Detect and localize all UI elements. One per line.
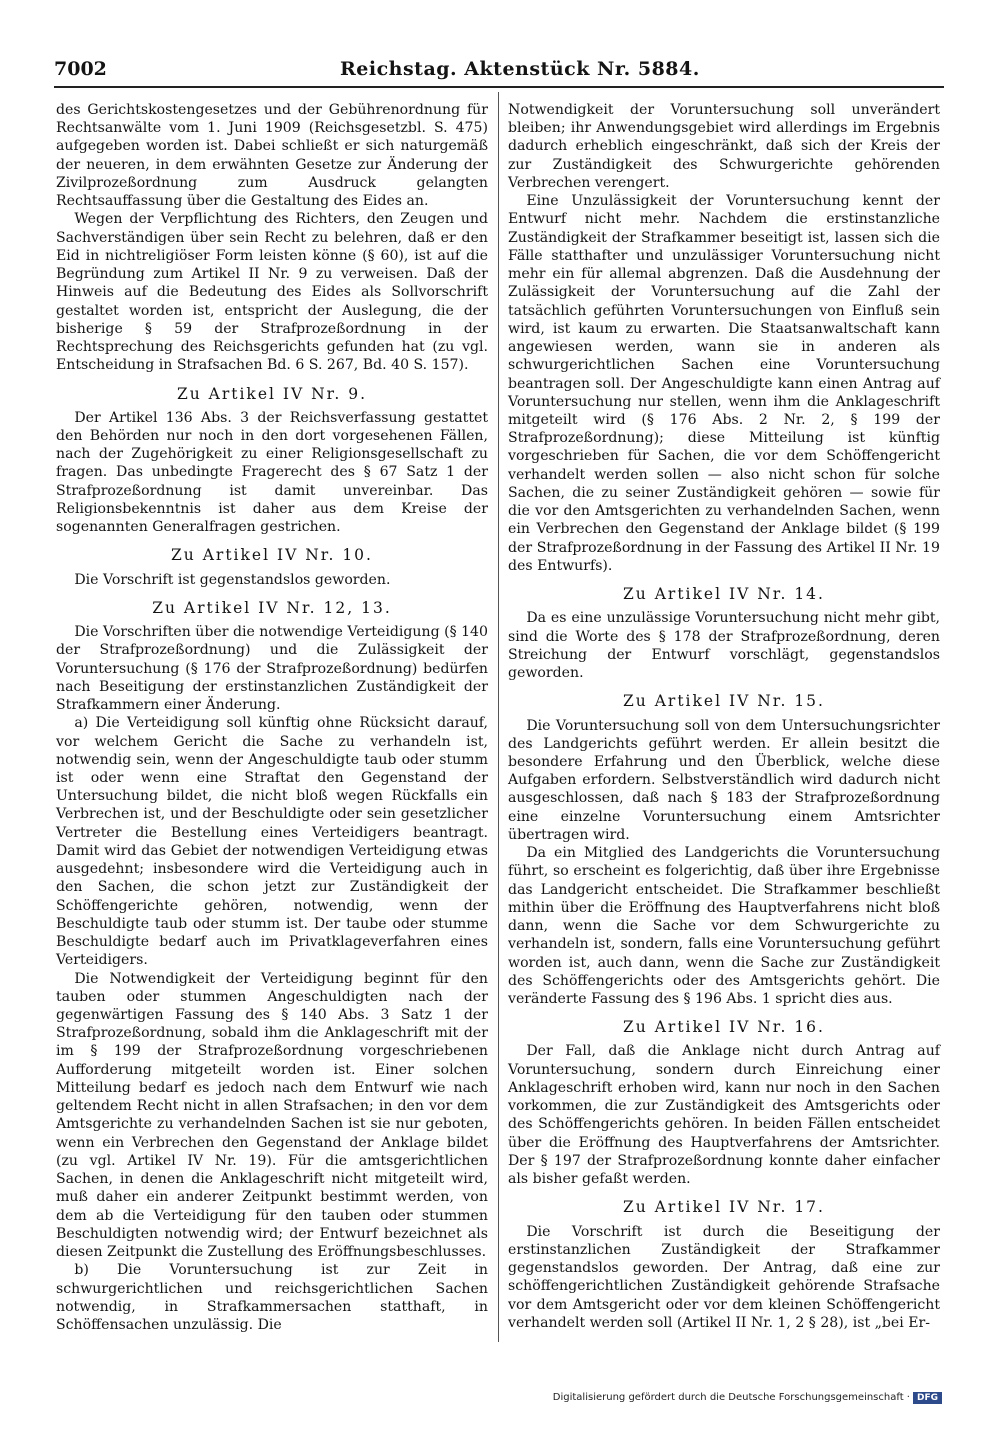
- digitization-credit: [553, 1392, 942, 1404]
- paragraph: Die Voruntersuchung soll von dem Untersuchungsrichter des Landgerichts geführt werden. Er allein besitzt die besondere Erfahrung und den Überblick, welche diese Aufgaben erfordern. Selbstverständlich wird dadurch nicht ausgeschlossen, daß nach § 183 der Strafprozeßordnung eine einzelne Voruntersuchung einem Amtsrichter übertragen wird.: [508, 717, 940, 843]
- paragraph: a) Die Verteidigung soll künftig ohne Rücksicht darauf, vor welchem Gericht die Sache zu verhandeln ist, notwendig sein, wenn der Angeschuldigte taub oder stumm ist oder wenn eine Straftat den Gegenstand der Untersuchung bildet, die nicht bloß wegen Rückfalls ein Verbrechen ist, und der Beschuldigte oder sein gesetzlicher Vertreter die Bestellung eines Verteidigers beantragt. Damit wird das Gebiet der notwendigen Verteidigung etwas ausgedehnt; insbesondere wird die Verteidigung auch in den Sachen, die schon jetzt zur Zuständigkeit der Schöffengerichte gehören, notwendig, wenn der Beschuldigte taub oder stumm ist. Der taube oder stumme Beschuldigte bedarf auch im Privatklageverfahren eines Verteidigers.: [56, 715, 488, 969]
- section-heading: Zu Artikel IV Nr. 17.: [623, 1198, 825, 1217]
- section-heading: Zu Artikel IV Nr. 14.: [623, 585, 825, 604]
- paragraph: Der Artikel 136 Abs. 3 der Reichsverfassung gestattet den Behörden nur noch in den dort vorgesehenen Fällen, nach der Zugehörigkeit zu einer Religionsgesellschaft zu fragen. Das unbedingte Fragerecht des § 67 Satz 1 der Strafprozeßordnung ist damit unvereinbar. Das Religionsbekenntnis ist daher aus dem Kreise der sogenannten Generalfragen gestrichen.: [56, 409, 488, 536]
- running-header-title: Reichstag. Aktenstück Nr. 5884.: [340, 58, 700, 80]
- left-column: [56, 101, 488, 1334]
- paragraph: Die Notwendigkeit der Verteidigung beginnt für den tauben oder stummen Angeschuldigten nach der gegenwärtigen Fassung des § 140 Abs. 3 Satz 1 der Strafprozeßordnung, sobald ihm die Anklageschrift mit der im § 199 der Strafprozeßordnung vorgeschriebenen Aufforderung mitgeteilt worden ist. Einer solchen Mitteilung bedarf es jedoch nach dem Entwurf wie nach geltendem Recht nicht in allen Strafsachen; in den vor dem Amtsgerichte zu verhandelnden Sachen ist sie nur geboten, wenn ein Verbrechen den Gegenstand der Anklage bildet (zu vgl. Artikel IV Nr. 19). Für die amtsgerichtlichen Sachen, in denen die Anklageschrift nicht mitgeteilt wird, muß daher ein anderer Zeitpunkt bestimmt werden, von dem ab die Verteidigung für den tauben oder stummen Beschuldigten notwendig wird; der Entwurf bezeichnet als diesen Zeitpunkt die Zustellung des Eröffnungsbeschlusses.: [56, 970, 488, 1261]
- right-column: [508, 101, 940, 1332]
- paragraph: Der Fall, daß die Anklage nicht durch Antrag auf Voruntersuchung, sondern durch Einreichung einer Anklageschrift erhoben wird, kann nur noch in den Sachen vorkommen, die zur Zuständigkeit des Amtsgerichts oder des Schöffengerichts gehören. In beiden Fällen entscheidet über die Eröffnung des Hauptverfahrens der Amtsrichter. Der § 197 der Strafprozeßordnung konnte daher einfacher als bisher gefaßt werden.: [508, 1043, 940, 1188]
- section-heading: Zu Artikel IV Nr. 12, 13.: [152, 598, 392, 617]
- paragraph: Da es eine unzulässige Voruntersuchung nicht mehr gibt, sind die Worte des § 178 der Strafprozeßordnung, deren Streichung der Entwurf vorschlägt, gegenstandslos geworden.: [508, 610, 940, 682]
- credit-text: Digitalisierung gefördert durch die Deutsche Forschungsgemeinschaft ·: [552, 1392, 910, 1403]
- paragraph: Die Vorschrift ist durch die Beseitigung der erstinstanzlichen Zuständigkeit der Strafkammer gegenstandslos geworden. Der Antrag, daß eine zur schöffengerichtlichen Zuständigkeit gehörende Strafsache vor dem Amtsgericht oder vor dem kleinen Schöffengericht verhandelt werden soll (Artikel II Nr. 1, 2 § 28), ist „bei Er-: [508, 1223, 940, 1331]
- paragraph: b) Die Voruntersuchung ist zur Zeit in schwurgerichtlichen und reichsgerichtlichen Sachen notwendig, in Strafkammersachen statthaft, in Schöffensachen unzulässig. Die: [56, 1262, 488, 1333]
- paragraph: Notwendigkeit der Voruntersuchung soll unverändert bleiben; ihr Anwendungsgebiet wird allerdings im Ergebnis dadurch erheblich eingeschränkt, daß sich der Kreis der zur Zuständigkeit des Schwurgerichte gehörenden Verbrechen verengert.: [508, 102, 940, 191]
- paragraph: Die Vorschrift ist gegenstandslos geworden.: [74, 571, 391, 588]
- paragraph: Da ein Mitglied des Landgerichts die Voruntersuchung führt, so erscheint es folgerichtig, daß über ihre Ergebnisse das Landgericht entscheidet. Die Strafkammer beschließt mithin über die Eröffnung des Hauptverfahrens nicht bloß dann, wenn die Sache vor dem Schwurgerichte zu verhandeln ist, sondern, falls eine Voruntersuchung geführt worden ist, auch dann, wenn die Sache zur Zuständigkeit des Schöffengerichts oder des Amtsgerichts gehört. Die veränderte Fassung des § 196 Abs. 1 spricht dies aus.: [508, 845, 940, 1008]
- paragraph: Die Vorschriften über die notwendige Verteidigung (§ 140 der Strafprozeßordnung) und die Zulässigkeit der Voruntersuchung (§ 176 der Strafprozeßordnung) bedürfen nach Beseitigung der erstinstanzlichen Zuständigkeit der Strafkammern einer Änderung.: [56, 624, 488, 714]
- section-heading: Zu Artikel IV Nr. 15.: [623, 692, 825, 711]
- paragraph: Wegen der Verpflichtung des Richters, den Zeugen und Sachverständigen über sein Recht zu belehren, daß er den Eid in nichtreligiöser Form leisten könne (§ 60), ist auf die Begründung zum Artikel II Nr. 9 zu verweisen. Daß der Hinweis auf die Bedeutung des Eides als Sollvorschrift gestaltet worden ist, entspricht der Auslegung, die der bisherige § 59 der Strafprozeßordnung in der Rechtsprechung des Reichsgerichts gefunden hat (zu vgl. Entscheidung in Strafsachen Bd. 6 S. 267, Bd. 40 S. 157).: [56, 211, 488, 374]
- section-heading: Zu Artikel IV Nr. 16.: [623, 1018, 825, 1037]
- page-number: 7002: [54, 58, 107, 80]
- section-heading: Zu Artikel IV Nr. 10.: [171, 546, 373, 565]
- dfg-logo: DFG: [913, 1392, 942, 1404]
- paragraph: des Gerichtskostengesetzes und der Gebührenordnung für Rechtsanwälte vom 1. Juni 1909 (Reichsgesetzbl. S. 475) aufgegeben worden ist. Dabei schließt er sich naturgemäß der neueren, in dem erwähnten Gesetze zur Änderung der Zivilprozeßordnung zum Ausdruck gelangten Rechtsauffassung über die Gestaltung des Eides an.: [56, 102, 488, 210]
- header-rule: [54, 86, 944, 88]
- paragraph: Eine Unzulässigkeit der Voruntersuchung kennt der Entwurf nicht mehr. Nachdem die erstinstanzliche Zuständigkeit der Strafkammer beseitigt ist, lassen sich die Fälle statthafter und unzulässiger Voruntersuchung nicht mehr ein für allemal abgrenzen. Daß die Ausdehnung der Zulässigkeit der Voruntersuchung auf die Zahl der tatsächlich geführten Voruntersuchungen von Einfluß sein wird, ist kaum zu erwarten. Die Staatsanwaltschaft kann angewiesen werden, wann sie in anderen als schwurgerichtlichen Sachen eine Voruntersuchung beantragen soll. Der Angeschuldigte kann einen Antrag auf Voruntersuchung nur stellen, wenn ihm die Anklageschrift mitgeteilt wird (§ 176 Abs. 2 Nr. 2, § 199 der Strafprozeßordnung); diese Mitteilung ist künftig vorgeschrieben für Sachen, die vor dem Schöffengericht verhandelt werden sollen — also nicht schon für solche Sachen, die zu seiner Zuständigkeit gehören — sowie für die vor den Amtsgerichten zu verhandelnden Sachen, wenn ein Verbrechen den Gegenstand der Anklage bildet (§ 199 der Strafprozeßordnung in der Fassung des Artikel II Nr. 19 des Entwurfs).: [508, 193, 940, 574]
- section-heading: Zu Artikel IV Nr. 9.: [176, 384, 368, 403]
- column-divider: [498, 92, 499, 1342]
